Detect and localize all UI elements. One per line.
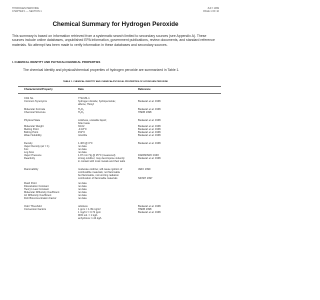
cell-line: Flash Point	[24, 181, 37, 185]
table-caption: TABLE 1. CHEMICAL IDENTITY AND CHEMICAL/PHYSICAL PROPERTIES OF HYDROGEN PEROXIDE	[63, 81, 168, 83]
cell-line: Molecular Formula	[24, 107, 46, 111]
cell-line: H₂O₂	[78, 110, 84, 114]
cell-line: no data	[78, 147, 87, 151]
cell-line: 1 ppm = 1.39 mg/m³	[78, 208, 101, 212]
table-row	[24, 108, 214, 114]
data-cell	[78, 202, 138, 221]
cell-line: CAS No.	[24, 97, 34, 100]
table-header-cell: Reference	[138, 88, 151, 91]
table-row	[24, 202, 214, 221]
property-cell	[24, 97, 78, 106]
cell-line: 90% sol. = 1 kg/L	[78, 214, 98, 218]
table-row	[24, 115, 214, 137]
cell-line: Budavari et al. 1996	[138, 141, 161, 145]
data-cell	[78, 165, 138, 180]
cell-line: no data	[78, 194, 87, 198]
reference-cell	[138, 182, 214, 201]
property-cell	[24, 115, 78, 137]
cell-line: HSDB 1998	[138, 110, 152, 114]
cell-line	[138, 217, 214, 220]
property-cell	[24, 182, 78, 201]
cell-line: Molecular Weight	[24, 124, 44, 128]
cell-line: Dissociation Constant	[24, 184, 49, 188]
cell-line: Henry's Law Constant	[24, 188, 49, 192]
cell-line: moderate oxidizer, will cause ignition of	[78, 167, 123, 171]
cell-line: H₂O₂	[78, 107, 84, 111]
property-cell	[24, 202, 78, 221]
cell-line: 1.97 mm Hg @ 25°C (measured)	[78, 154, 116, 158]
reference-cell	[138, 115, 214, 137]
table-row	[24, 165, 214, 180]
cell-line: 7722-84-1	[78, 97, 90, 100]
cell-line: no data	[78, 184, 87, 188]
cell-line: Density	[24, 141, 33, 145]
cell-line: Common Synonyms	[24, 100, 47, 104]
cell-line: Budavari et al. 1996	[138, 157, 161, 161]
cell-line: Budavari et al. 1996	[138, 205, 161, 208]
table-row	[24, 139, 214, 164]
reference-cell	[138, 165, 214, 180]
data-cell	[78, 139, 138, 164]
table-row	[24, 97, 214, 106]
cell-line	[138, 197, 214, 200]
table-header-rule	[18, 93, 221, 94]
page-header	[12, 7, 219, 13]
cell-line: no data	[78, 191, 87, 195]
cell-line: Budavari et al. 1996	[138, 107, 161, 111]
property-cell	[24, 139, 78, 164]
header-right-line: JULY 1999	[207, 7, 219, 10]
cell-line: Flammability	[24, 167, 39, 171]
cell-line: Budavari et al. 1996	[138, 127, 161, 131]
header-right	[203, 7, 219, 13]
cell-line: Vapor Density (air = 1)	[24, 144, 50, 148]
reference-cell	[138, 97, 214, 106]
cell-line: Budavari et al. 1996	[138, 130, 161, 134]
cell-line: Boiling Point	[24, 130, 39, 134]
cell-line: 34.02	[78, 124, 85, 128]
cell-line: but flammable, not ionizing radiation	[78, 174, 119, 178]
cell-line: -0.43°C	[78, 127, 87, 131]
cell-line: HSDB 1998	[138, 208, 152, 212]
cell-line: odorless	[78, 205, 88, 208]
cell-line: no data	[78, 144, 87, 148]
cell-line: bitter taste	[78, 121, 90, 125]
cell-line: Chemical Structure	[24, 110, 46, 114]
cell-line: strong oxidizer; may decompose violently	[78, 157, 125, 161]
cell-line: Budavari et al. 1996	[138, 100, 161, 104]
cell-line: Conversion Factors	[24, 208, 47, 212]
section-paragraph: The chemical identity and physical/chemical properties of hydrogen peroxide are summarized in Table 1.	[23, 68, 180, 72]
cell-line: no data	[78, 188, 87, 192]
table-header-cell: Data	[78, 88, 84, 91]
data-cell	[78, 182, 138, 201]
cell-line: 1.463 @ 0°C	[78, 141, 93, 145]
cell-line: Physical State	[24, 118, 41, 122]
cell-line: Fish Bioconcentration Factor	[24, 197, 57, 201]
cell-line: Reactivity	[24, 157, 36, 161]
cell-line: Koc	[24, 147, 29, 151]
cell-line: Air Diffusivity Coefficient	[24, 194, 52, 198]
cell-line: Vapor Pressure	[24, 154, 42, 158]
cell-line: Melting Point	[24, 127, 39, 131]
cell-line: Budavari et al. 1996	[138, 118, 161, 122]
cell-line: Budavari et al. 1996	[138, 124, 161, 128]
cell-line	[138, 103, 214, 106]
cell-line: Log Kow	[24, 151, 34, 154]
table-top-rule	[18, 86, 221, 87]
cell-line: Budavari et al. 1996	[138, 211, 161, 215]
table-header-cell: Characteristic/Property	[24, 88, 53, 91]
section-heading: I. CHEMICAL IDENTITY AND PHYSICAL/CHEMICAL PROPERTIES	[12, 61, 101, 64]
cell-line: DAIRM/SRC 1993	[138, 154, 159, 158]
document-title: Chemical Summary for Hydrogen Peroxide	[52, 21, 179, 28]
cell-line: miscible	[78, 134, 88, 138]
cell-line: no data	[78, 197, 87, 201]
reference-cell	[138, 139, 214, 164]
cell-line	[138, 160, 214, 163]
cell-line: 1 mg/m³ = 0.72 ppm	[78, 211, 101, 215]
data-cell	[78, 108, 138, 114]
header-left-line: CHAPTER 1 — SECTION 1	[12, 10, 42, 14]
table-row	[24, 182, 214, 201]
reference-cell	[138, 202, 214, 221]
header-right-line: PAGE 1 OF 10	[203, 10, 219, 14]
cell-line: combustion of flammable materials	[78, 177, 118, 181]
cell-line: Water Solubility	[24, 134, 42, 138]
reference-cell	[138, 108, 214, 114]
cell-line: colorless, unstable liquid;	[78, 118, 107, 122]
cell-line: anhydrous: 1.44 kg/L	[78, 217, 102, 221]
cell-line: IARC 1999	[138, 167, 151, 171]
cell-line: no data	[78, 151, 87, 154]
cell-line: in contact with most metals and their salts	[78, 160, 126, 164]
cell-line: hydrogen dioxide; hydroperoxide;	[78, 100, 116, 104]
table-body	[24, 97, 214, 220]
cell-line: no data	[78, 181, 87, 185]
cell-line: Odor Threshold	[24, 205, 42, 208]
intro-paragraph: This summary is based on information retrieved from a systematic search limited to secondary sources (see Appendix A). These sources include online databases, unpublished EPA information, government publications, review documents, and standard reference materials. No attempt has been made to verify information in these databases and secondary sources.	[12, 34, 215, 47]
cell-line: combustible materials; not flammable	[78, 171, 121, 175]
header-left	[12, 7, 42, 13]
cell-line: Budavari et al. 1996	[138, 134, 161, 138]
cell-line: NIOSH 1997	[138, 177, 153, 181]
property-cell	[24, 108, 78, 114]
cell-line: Molecular Diffusivity Coefficient	[24, 191, 60, 195]
property-cell	[24, 165, 78, 180]
data-cell	[78, 97, 138, 106]
data-cell	[78, 115, 138, 137]
cell-line: 152°C	[78, 130, 86, 134]
header-left-line: HYDROGEN PEROXIDE	[12, 7, 39, 10]
cell-line: albone; Hioxyl	[78, 103, 94, 107]
